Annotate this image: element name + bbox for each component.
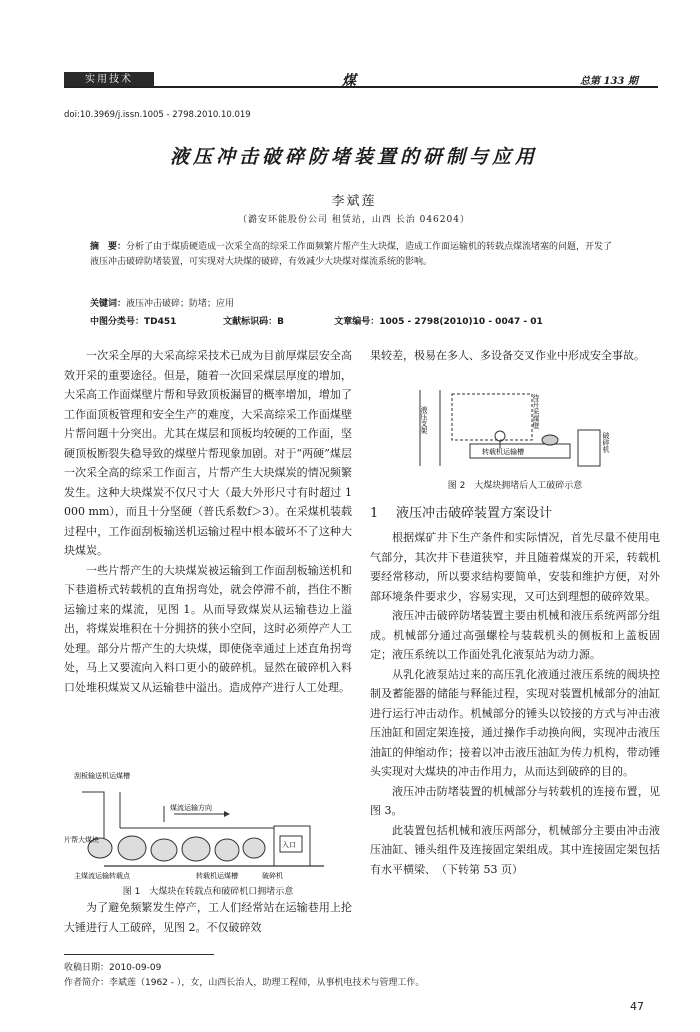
fig2-label-support: 液压支架 — [420, 406, 428, 434]
fig1-label-conveyor: 刮板输送机运煤槽 — [74, 772, 130, 780]
clc-number: 中图分类号：TD451 — [90, 317, 177, 327]
affiliation: （潞安环能股份公司 租赁站，山西 长治 046204） — [238, 215, 470, 225]
paragraph: 果较差，极易在多人、多设备交叉作业中形成安全事故。 — [370, 349, 645, 362]
left-bottom-text — [64, 898, 352, 937]
fig1-label-crusher: 破碎机 — [262, 872, 283, 880]
footnote-rule — [64, 954, 214, 955]
doi[interactable]: doi:10.3969/j.issn.1005 - 2798.2010.10.019 — [64, 110, 251, 120]
figure-2-caption: 图 2 大煤块拥堵后人工破碎示意 — [447, 481, 583, 491]
fig1-label-flow: 煤流运输方向 — [170, 804, 212, 812]
fig1-label-inlet: 入口 — [282, 841, 296, 849]
section-tag: 实用技术 — [64, 72, 154, 87]
section-number: 1 — [370, 506, 379, 521]
paragraph: 液压冲击破碎防堵装置主要由机械和液压系统两部分组成。机械部分通过高强螺栓与装载机头的侧板和上盖板固定；液压系统以工作面处乳化液泵站为动力源。 — [370, 609, 660, 661]
keywords-text: 液压冲击破碎；防堵；应用 — [126, 299, 235, 309]
fig1-label-transfer-point: 主煤流运输转载点 — [74, 872, 130, 880]
author: 李斌莲 — [331, 194, 377, 209]
figure-1 — [64, 770, 352, 882]
paragraph: 从乳化液泵站过来的高压乳化液通过液压系统的阀块控制及蓄能器的储能与释能过程，实现对装置机械部分的油缸进行运行冲击动作。机械部分的锤头以铰接的方式与冲击液压油缸和固定架连接，通过操作手动换向阀，实现冲击液压油缸的伸缩动作；接着以冲击液压油缸为传力机构，带动锤头实现对大煤块的冲击作用力，从而达到破碎的目的。 — [370, 667, 660, 778]
paragraph: 一次采全厚的大采高综采技术已成为目前厚煤层安全高效开采的重要途径。但是，随着一次回采煤层厚度的增加，大采高工作面煤壁片帮和导致顶板漏冒的概率增加，增加了工作面顶板管理和安全生产的难度，大采高综采工作面煤壁片帮问题十分突出。尤其在煤层和顶板均较硬的工作面，坚硬顶板断裂失稳导致的煤壁片帮现象加剧。对于“两硬”煤层一次采全高的综采工作面言，片帮产生大块煤炭的情况频繁发生。这种大块煤炭不仅尺寸大（最大外形尺寸有时超过 1 000 mm），而且十分坚硬（普氏系数f＞3）。在采煤机装载过程中，工作面刮板输送机运输过程中根本破坏不了这种大块煤炭。 — [64, 349, 352, 557]
fig1-label-big-coal: 片帮大煤块 — [64, 836, 99, 844]
left-column — [64, 346, 352, 697]
author-bio: 作者简介：李斌莲（1962 - ），女，山西长治人，助理工程师，从事机电技术与管理工作。 — [64, 978, 425, 988]
fig2-label-coal: 待开采煤壁 — [532, 394, 540, 429]
keywords — [90, 296, 620, 309]
paragraph: 根据煤矿井下生产条件和实际情况，首先尽量不使用电气部分，其次井下巷道狭窄，并且随着煤炭的开采，转载机要经常移动，所以要求结构要简单，安装和维护方便，对外部环境条件要求少，容易实现，又可达到理想的破碎效果。 — [370, 531, 660, 603]
abstract — [90, 240, 620, 270]
document-code: 文献标识码：B — [223, 317, 285, 327]
fig2-label-transfer-conveyor: 转载机运输槽 — [482, 448, 524, 456]
fig2-label-crusher: 破碎机 — [602, 432, 610, 453]
section-title: 液压冲击破碎装置方案设计 — [396, 506, 553, 521]
header-rule — [64, 86, 658, 88]
paragraph: 为了避免频繁发生停产，工人们经常站在运输巷用上抡大锤进行人工破碎，见图 2。不仅破碎效 — [64, 901, 352, 934]
issue-info: 总第 133 期 — [580, 76, 638, 87]
fig1-label-transfer-conveyor: 转载机运煤槽 — [196, 872, 238, 880]
right-top-text — [370, 346, 660, 366]
figure-2 — [410, 386, 630, 472]
paragraph: 液压冲击防堵装置的机械部分与转载机的连接布置，见图 3。 — [370, 784, 660, 817]
abstract-label: 摘 要： — [90, 242, 127, 252]
keywords-label: 关键词： — [90, 299, 127, 309]
right-column — [370, 528, 660, 879]
article-number: 文章编号：1005 - 2798(2010)10 - 0047 - 01 — [334, 317, 543, 327]
page-number: 47 — [630, 1000, 644, 1013]
section-heading — [370, 502, 660, 521]
received-date: 收稿日期：2010-09-09 — [64, 963, 162, 973]
paragraph: 一些片帮产生的大块煤炭被运输到工作面刮板输送机和下巷道桥式转载机的直角拐弯处，就会停滞不前，挡住不断运输过来的煤流，见图 1。从而导致煤炭从运输巷边上溢出，将煤炭堆积在十分拥挤的狭小空间，这时必须停产人工处理。部分片帮产生的大块煤，即使侥幸通过上述直角拐弯处，马上又要流向入料口更小的破碎机。显然在破碎机入料口处堆积煤炭又从运输巷中溢出。造成停产进行人工处理。 — [64, 563, 352, 694]
paragraph: 此装置包括机械和液压两部分，机械部分主要由冲击液压油缸、锤头组件及连接固定架组成。其中连接固定架包括有水平横梁、 （下转第 53 页） — [370, 823, 660, 876]
classification — [90, 314, 620, 327]
abstract-text: 分析了由于煤质硬造成一次采全高的综采工作面频繁片帮产生大块煤，造成工作面运输机的转载点煤流堵塞的问题，开发了液压冲击破碎防堵装置，可实现对大块煤的破碎，有效减少大块煤对煤流系统的影响。 — [90, 242, 613, 267]
figure-1-caption: 图 1 大煤块在转载点和破碎机口拥堵示意 — [122, 887, 294, 897]
article-title: 液压冲击破碎防堵装置的研制与应用 — [169, 146, 538, 168]
journal-logo: 煤 — [342, 73, 356, 89]
